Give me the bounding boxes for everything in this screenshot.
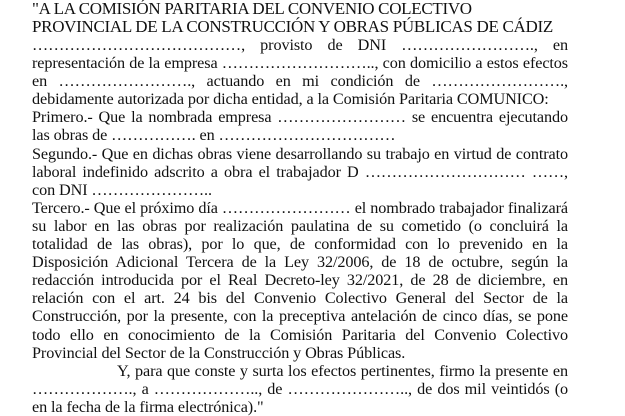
intro-paragraph: …………………………………, provisto de DNI ……………………., en representación de la empresa ……………………….., con domicilio a estos efectos en ……………………., actuando en mi condición de ……………………., debidamente autorizada por dicha entidad, a la Comisión Paritaria COMUNICO: xyxy=(32,36,568,109)
closing-paragraph: Y, para que conste y surta los efectos pertinentes, firmo la presente en ………………., a ……………….., de ………………….., de dos mil veintidós (o en la fecha de la firma electrónica)." xyxy=(32,361,568,416)
tercero-paragraph: Tercero.- Que el próximo día …………………… el nombrado trabajador finalizará su labor en las obras por realización paulatina de su cometido (o concluirá la totalidad de las obras), por lo que, de conformidad con lo prevenido en la Disposición Adicional Tercera de la Ley 32/2006, de 18 de octubre, según la redacción introducida por el Real Decreto-ley 32/2021, de 28 de diciembre, en relación con el art. 24 bis del Convenio Colectivo General del Sector de la Construcción, por la presente, con la preceptiva antelación de cinco días, se pone todo ello en conocimiento de la Comisión Paritaria del Convenio Colectivo Provincial del Sector de la Construcción y Obras Públicas. xyxy=(32,198,568,362)
segundo-paragraph: Segundo.- Que en dichas obras viene desarrollando su trabajo en virtud de contrato laboral indefinido adscrito a obra el trabajador D ………………………… ……, con DNI ………………….. xyxy=(32,144,568,199)
primero-paragraph: Primero.- Que la nombrada empresa …………………… se encuentra ejecutando las obras de ……………. en …………………………… xyxy=(32,108,568,145)
document-page xyxy=(32,0,568,416)
document-title: "A LA COMISIÓN PARITARIA DEL CONVENIO COLECTIVO PROVINCIAL DE LA CONSTRUCCIÓN Y OBRAS PÚBLICAS DE CÁDIZ xyxy=(32,0,553,36)
